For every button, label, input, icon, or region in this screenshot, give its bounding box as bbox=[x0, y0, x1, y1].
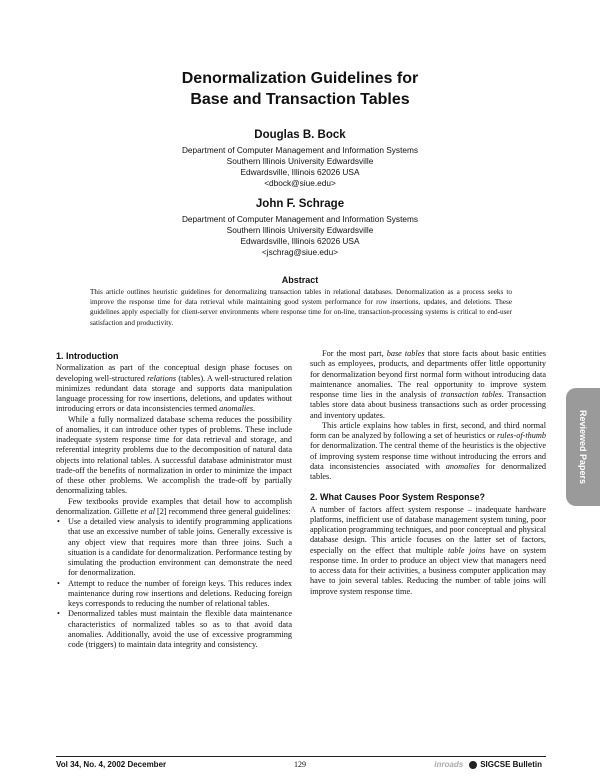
side-tab-label: Reviewed Papers bbox=[578, 409, 588, 485]
author-name: John F. Schrage bbox=[255, 198, 345, 210]
title-line-1: Denormalization Guidelines for bbox=[181, 70, 419, 87]
author-address: Edwardsville, Illinois 62026 USA bbox=[240, 236, 360, 246]
intro-paragraph-2: While a fully normalized database schema reduces the possibility of anomalies, it can introduce other types of problems. These include inadequate system response time for data retrieval and storage, and referential integrity problems due to the decomposition of natural data objects into relational tables. A successful database administrator must trade-off the benefits of normalization in order to minimize the impact of these other problems. We accomplish the trade-off by partially denormalizing tables. bbox=[56, 414, 292, 496]
author-email: <jschrag@siue.edu> bbox=[261, 247, 339, 257]
intro-paragraph-3: Few textbooks provide examples that detail how to accomplish denormalization. Gillette et al [2] recommend three general guidelines: bbox=[56, 496, 292, 516]
guideline-item-3: • Denormalized tables must maintain the flexible data maintenance characteristics of normalized tables so as to that avoid data anomalies. Additionally, avoid the use of excessive programming code (triggers) to maintain data integrity and consistency. bbox=[68, 609, 292, 650]
author-name: Douglas B. Bock bbox=[254, 129, 346, 141]
section-heading-introduction: 1. Introduction bbox=[56, 351, 119, 361]
intro-paragraph-4: For the most part, base tables that store facts about basic entities such as employees, products, and departments offer little opportunity for denormalization beyond first normal form without introducing data maintenance anomalies. The real opportunity to improve system response time lies in the analysis of transaction tables. Transaction tables store data about business transactions such as order processing and inventory updates. bbox=[310, 349, 546, 420]
footer-bulletin: SIGCSE Bulletin bbox=[480, 760, 542, 769]
footer-divider bbox=[56, 756, 546, 757]
guideline-item-2: • Attempt to reduce the number of foreign keys. This reduces index maintenance during row insertions and deletions. Reducing foreign keys corresponds to reducing the number of relational tables. bbox=[68, 579, 292, 610]
intro-paragraph-1: Normalization as part of the conceptual design phase focuses on developing well-structured relations (tables). A well-structured relation minimizes redundant data storage and supports data manipulation language processing for row insertions, deletions, and updates without introducing errors or data inconsistencies termed anomalies. bbox=[56, 363, 292, 414]
title-line-2: Base and Transaction Tables bbox=[190, 91, 410, 108]
author-block-1 bbox=[0, 129, 600, 189]
footer-volume: Vol 34, No. 4, 2002 December bbox=[56, 760, 167, 769]
author-address: Edwardsville, Illinois 62026 USA bbox=[240, 167, 360, 177]
section-heading-poor-response: 2. What Causes Poor System Response? bbox=[310, 492, 486, 503]
author-department: Department of Computer Management and Information Systems bbox=[181, 214, 419, 224]
abstract-heading: Abstract bbox=[281, 275, 319, 285]
footer-publication bbox=[434, 760, 542, 769]
left-column bbox=[56, 351, 292, 650]
section2-paragraph: A number of factors affect system response – inadequate hardware platforms, inefficient use of database management system tuning, poor application programming techniques, and poor conceptual and physical database design. This article focuses on the latter set of factors, especially on the effect that multiple table joins have on system response time. In order to produce an object view that managers need to access data for their activities, a business computer application may have to join several tables. Reducing the number of table joins will improve system response time. bbox=[310, 504, 546, 596]
guidelines-list bbox=[56, 517, 292, 650]
inroads-logo: inroads bbox=[434, 760, 464, 769]
reviewed-papers-tab bbox=[566, 388, 600, 506]
abstract-text: This article outlines heuristic guidelines for denormalizing transaction tables in relational databases. Denormalization as a process seeks to improve the response time for data retrieval while maintaining good system performance for row insertions, updates, and deletions. These guidelines apply especially for client-server environments where response time for on-line, transaction-processing systems is critical to end-user satisfaction and productivity. bbox=[90, 288, 512, 327]
paper-title bbox=[0, 68, 600, 110]
footer-page-number: 129 bbox=[294, 760, 306, 769]
author-university: Southern Illinois University Edwardsville bbox=[226, 156, 374, 166]
author-block-2 bbox=[0, 198, 600, 258]
guideline-item-1: • Use a detailed view analysis to identify programming applications that use an excessive number of table joins. Generally excessive is any object view that requires more than three joins. Such a situation is a candidate for denormalization. Performance testing by simulating the production environment can demonstrate the need for denormalization. bbox=[68, 517, 292, 579]
intro-paragraph-5: This article explains how tables in first, second, and third normal form can be analyzed by following a set of heuristics or rules-of-thumb for denormalization. The central theme of the heuristics is the objective of improving system response time without introducing the errors and data inconsistencies associated with anomalies for denormalized tables. bbox=[310, 420, 546, 481]
sigcse-icon bbox=[469, 761, 477, 769]
author-department: Department of Computer Management and Information Systems bbox=[181, 145, 419, 155]
author-university: Southern Illinois University Edwardsville bbox=[226, 225, 374, 235]
right-column bbox=[310, 349, 546, 597]
author-email: <dbock@siue.edu> bbox=[264, 178, 336, 188]
